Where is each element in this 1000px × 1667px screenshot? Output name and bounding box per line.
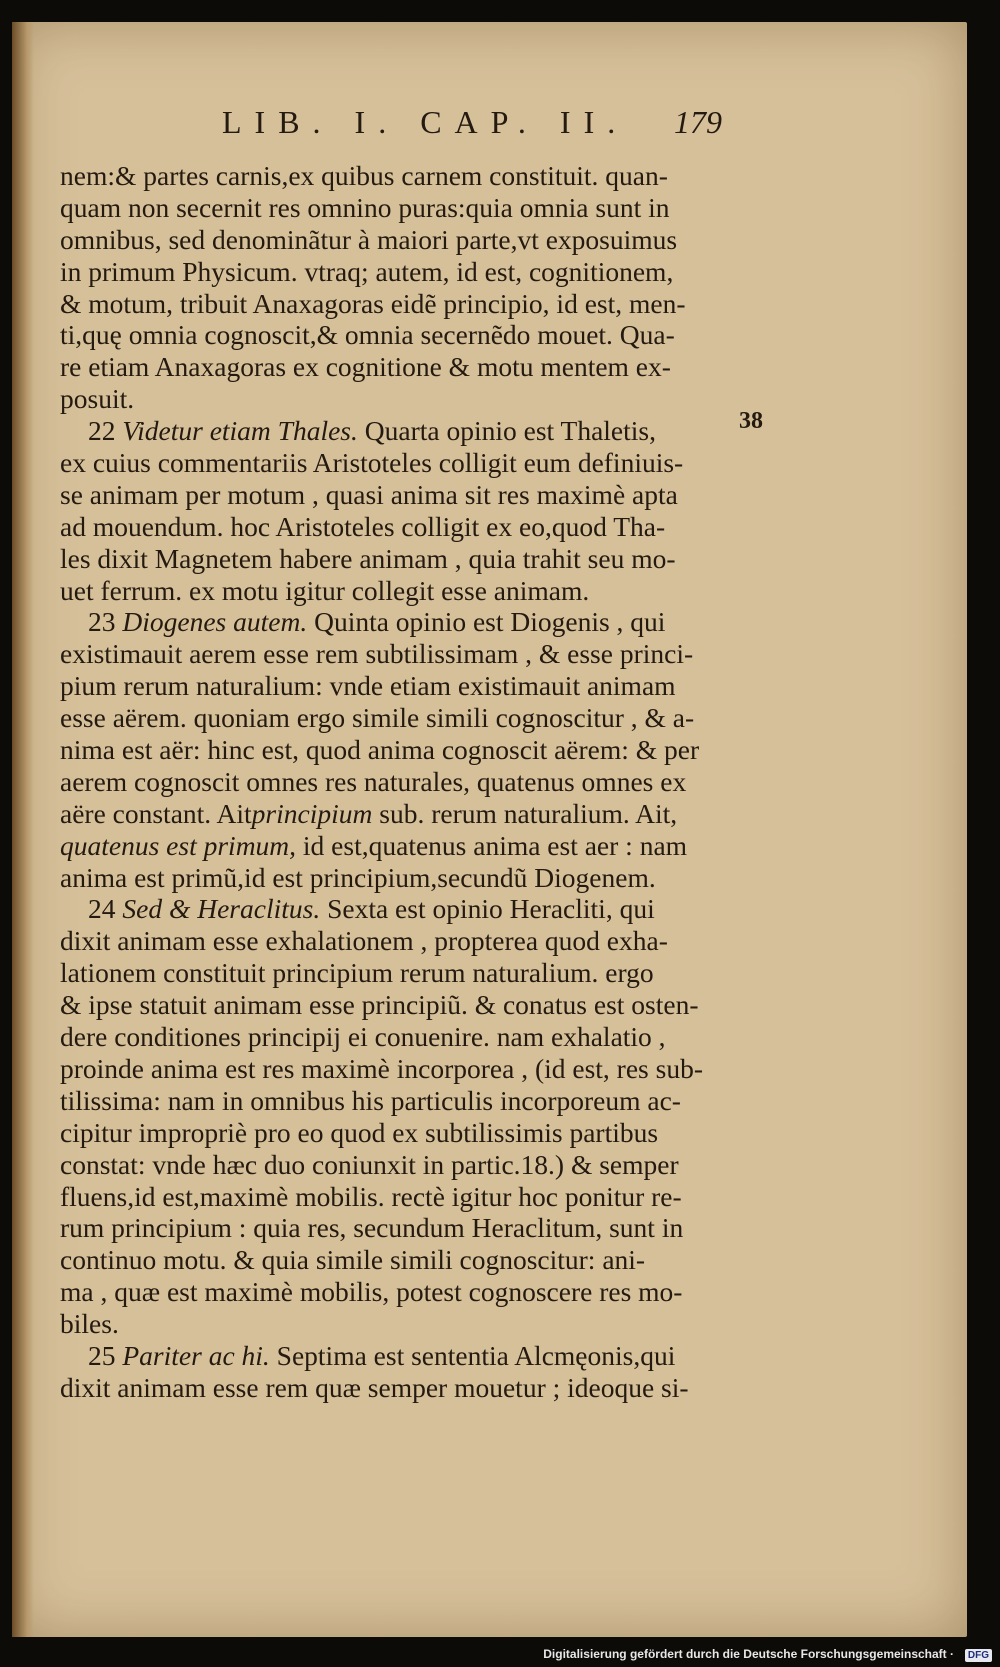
- lemma: Pariter ac hi.: [122, 1339, 270, 1371]
- text-line: [60, 351, 730, 383]
- lemma: Videtur etiam Thales.: [122, 415, 358, 447]
- text-line: [60, 702, 730, 734]
- text-line: [60, 1244, 730, 1276]
- text-line: [60, 415, 730, 447]
- paragraph-number: 22: [88, 415, 116, 447]
- line-text: pium rerum naturalium: vnde etiam existimauit animam: [60, 670, 676, 702]
- text-line: [60, 224, 730, 256]
- line-text: constat: vnde hæc duo coniunxit in partic.18.) & semper: [60, 1148, 679, 1180]
- line-text: omnibus, sed denominãtur à maiori parte,vt exposuimus: [60, 223, 678, 255]
- line-text: in primum Physicum. vtraq; autem, id est, cognitionem,: [60, 255, 674, 287]
- line-text: posuit.: [60, 383, 135, 415]
- text-line: [60, 160, 730, 192]
- digitization-footer: [0, 1637, 1000, 1667]
- text-line: [60, 1021, 730, 1053]
- lemma: principium: [251, 797, 373, 829]
- text-line: [60, 766, 730, 798]
- text-line: [60, 830, 730, 862]
- text-line: [60, 1149, 730, 1181]
- line-text: & ipse statuit animam esse principiũ. & conatus est osten-: [60, 989, 699, 1021]
- text-line: [60, 1372, 730, 1404]
- line-text: uet ferrum. ex motu igitur collegit esse animam.: [60, 574, 590, 606]
- text-line: [60, 670, 730, 702]
- line-text: aerem cognoscit omnes res naturales, quatenus omnes ex: [60, 765, 687, 797]
- text-line: [60, 893, 730, 925]
- line-text: ex cuius commentariis Aristoteles colligit eum definiuis-: [60, 447, 684, 479]
- book-page: [12, 22, 967, 1637]
- line-text: rum principium : quia res, secundum Heraclitum, sunt in: [60, 1212, 684, 1244]
- text-line: [60, 989, 730, 1021]
- text-line: [60, 638, 730, 670]
- text-line: [60, 575, 730, 607]
- line-text: proinde anima est res maximè incorporea , (id est, res sub-: [60, 1052, 703, 1084]
- text-line: [60, 957, 730, 989]
- line-text: dere conditiones principij ei conuenire. nam exhalatio ,: [60, 1021, 666, 1053]
- line-text: nem:& partes carnis,ex quibus carnem constituit. quan-: [60, 160, 668, 191]
- text-line: [60, 288, 730, 320]
- line-text: continuo motu. & quia simile simili cognoscitur: ani-: [60, 1244, 646, 1276]
- text-line: [60, 1117, 730, 1149]
- text-line: [60, 862, 730, 894]
- text-line: [60, 319, 730, 351]
- text-line: [60, 1053, 730, 1085]
- line-text: quam non secernit res omnino puras:quia omnia sunt in: [60, 191, 670, 223]
- line-text: les dixit Magnetem habere animam , quia trahit seu mo-: [60, 542, 676, 574]
- dfg-logo: DFG: [965, 1649, 992, 1662]
- text-line: [60, 1085, 730, 1117]
- line-text: anima est primũ,id est principium,secundũ Diogenem.: [60, 861, 656, 893]
- line-text: esse aërem. quoniam ergo simile simili cognoscitur , & a-: [60, 702, 695, 734]
- line-text: cipitur impropriè pro eo quod ex subtilissimis partibus: [60, 1116, 659, 1148]
- line-text: nima est aër: hinc est, quod anima cognoscit aërem: & per: [60, 734, 700, 766]
- body-text: [60, 160, 730, 1404]
- text-line: [60, 606, 730, 638]
- line-text: ad mouendum. hoc Aristoteles colligit ex eo,quod Tha-: [60, 510, 666, 542]
- line-text: Sexta est opinio Heracliti, qui: [327, 893, 655, 925]
- lemma: Diogenes autem.: [122, 606, 308, 638]
- text-line: [60, 1276, 730, 1308]
- line-text: Quarta opinio est Thaletis,: [364, 415, 656, 447]
- line-text: Septima est sententia Alcmęonis,qui: [276, 1339, 676, 1371]
- line-text: lationem constituit principium rerum naturalium. ergo: [60, 957, 654, 989]
- text-line: [60, 192, 730, 224]
- page-header: [12, 104, 967, 144]
- margin-note: 38: [739, 408, 763, 434]
- paragraph-number: 23: [88, 606, 116, 638]
- line-text: ma , quæ est maximè mobilis, potest cognoscere res mo-: [60, 1276, 683, 1308]
- line-text: dixit animam esse exhalationem , propterea quod exha-: [60, 925, 668, 957]
- text-line: [60, 511, 730, 543]
- line-text: dixit animam esse rem quæ semper mouetur ; ideoque si-: [60, 1371, 689, 1403]
- lemma: Sed & Heraclitus.: [122, 893, 321, 925]
- text-line: [60, 1308, 730, 1340]
- line-text: & motum, tribuit Anaxagoras eidẽ principio, id est, men-: [60, 287, 686, 319]
- line-text: aëre constant. Ait: [60, 797, 252, 829]
- text-line: [60, 479, 730, 511]
- text-line: [60, 1181, 730, 1213]
- line-text: existimauit aerem esse rem subtilissimam , & esse princi-: [60, 638, 694, 670]
- line-text: tilissima: nam in omnibus his particulis incorporeum ac-: [60, 1084, 681, 1116]
- text-line: [60, 1340, 730, 1372]
- line-text: ti,quę omnia cognoscit,& omnia secernẽdo mouet. Qua-: [60, 319, 675, 351]
- running-head: LIB. I. CAP. II.: [222, 104, 629, 140]
- paragraph-number: 24: [88, 893, 116, 925]
- text-line: [60, 734, 730, 766]
- text-line: [60, 543, 730, 575]
- line-text: Quinta opinio est Diogenis , qui: [314, 606, 666, 638]
- line-text: sub. rerum naturalium. Ait,: [379, 797, 678, 829]
- page-number: 179: [674, 104, 722, 140]
- text-line: [60, 925, 730, 957]
- footer-credit: Digitalisierung gefördert durch die Deutsche Forschungsgemeinschaft ·: [543, 1647, 954, 1661]
- page-gutter-shadow: [12, 22, 34, 1637]
- line-text: re etiam Anaxagoras ex cognitione & motu mentem ex-: [60, 351, 671, 383]
- line-text: se animam per motum , quasi anima sit res maximè apta: [60, 478, 678, 510]
- line-text: fluens,id est,maximè mobilis. rectè igitur hoc ponitur re-: [60, 1180, 682, 1212]
- text-line: [60, 447, 730, 479]
- text-line: [60, 383, 730, 415]
- line-text: id est,quatenus anima est aer : nam: [302, 829, 688, 861]
- text-line: [60, 798, 730, 830]
- paragraph-number: 25: [88, 1339, 116, 1371]
- lemma: quatenus est primum,: [60, 829, 297, 861]
- text-line: [60, 1212, 730, 1244]
- line-text: biles.: [60, 1308, 119, 1340]
- text-line: [60, 256, 730, 288]
